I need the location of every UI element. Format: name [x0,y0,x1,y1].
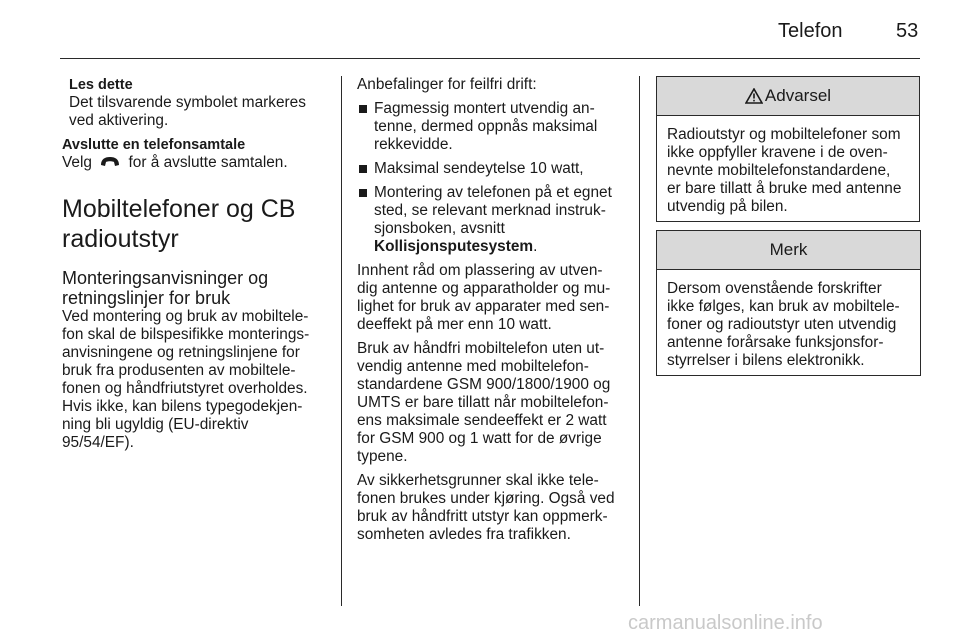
warning-line: er bare tillatt å bruke med antenne [667,180,902,197]
phone-hangup-icon [100,156,120,168]
watermark: carmanualsonline.info [628,612,823,634]
list-item-line [374,238,625,256]
column-divider-2 [639,76,640,606]
end-call-before: Velg [62,154,92,171]
paragraph-line: fonen brukes under kjøring. Også ved [357,490,615,507]
column-3 [656,76,920,222]
section-heading-line: radioutstyr [62,225,179,253]
subsection-heading-line: retningslinjer for bruk [62,288,231,308]
page-header [0,0,960,60]
warning-line: utvendig på bilen. [667,198,788,215]
paragraph [357,472,625,544]
list-item-line: Maksimal sendeytelse 10 watt, [374,160,584,177]
paragraph-line: standardene GSM 900/1800/1900 og [357,376,611,393]
paragraph-line: lighet for bruk av apparater med sen- [357,298,610,315]
warning-title: Advarsel [764,86,832,105]
list-item [357,100,625,154]
cross-reference: Kollisjonsputesystem [374,238,534,255]
warning-line: nevnte mobiltelefonstandardene, [667,162,891,179]
paragraph-line: Ved montering og bruk av mobiltele- [62,308,309,325]
list-item-line: Fagmessig montert utvendig an- [374,100,595,117]
list-item-line: rekkevidde. [374,136,453,153]
recommendations-intro: Anbefalinger for feilfri drift: [357,76,537,93]
list-item [357,160,625,178]
paragraph-line: fon skal de bilspesifikke monterings- [62,326,310,343]
paragraph-line: vendig antenne med mobiltelefon- [357,358,589,375]
paragraph-line: bruk fra produsenten av mobiltele- [62,362,296,379]
paragraph-line: Innhent råd om plassering av utven- [357,262,603,279]
warning-triangle-icon [745,88,763,104]
note-line: Det tilsvarende symbolet markeres [69,94,306,111]
note-box-line: ikke følges, kan bruk av mobiltele- [667,298,900,315]
warning-header [657,77,919,116]
note-line: ved aktivering. [69,112,169,129]
section-heading-line: Mobiltelefoner og CB [62,195,296,223]
warning-body [657,116,919,225]
paragraph-line: anvisningene og retningslinjene for [62,344,300,361]
warning-line: Radioutstyr og mobiltelefoner som [667,126,901,143]
paragraph-line: somheten avledes fra trafikken. [357,526,571,543]
list-item [357,184,625,256]
bullet-square-icon [359,165,367,173]
list-item-end: . [533,238,538,255]
paragraph-line: fonen og håndfriutstyret overholdes. [62,380,308,397]
paragraph-line: for GSM 900 og 1 watt for de øvrige [357,430,602,447]
paragraph-line: typene. [357,448,408,465]
list-item-line: sjonsboken, avsnitt [374,220,505,237]
paragraph-line: ning bli ugyldig (EU-direktiv [62,416,249,433]
note-title: Les dette [69,77,133,93]
note-box-title: Merk [769,240,808,259]
subsection-heading [62,268,330,308]
section-heading [62,194,330,254]
column-divider-1 [341,76,342,606]
list-item-line: sted, se relevant merknad instruk- [374,202,606,219]
paragraph-line: Av sikkerhetsgrunner skal ikke tele- [357,472,599,489]
column-2 [357,76,625,550]
note-box [656,230,921,376]
note-box-line: styrrelser i bilens elektronikk. [667,352,865,369]
end-call-after: for å avslutte samtalen. [128,154,288,171]
paragraph-line: ens maksimale sendeeffekt er 2 watt [357,412,607,429]
header-divider [60,58,920,59]
paragraph-line: bruk av håndfritt utstyr kan oppmerk- [357,508,608,525]
note-box-header [657,231,920,270]
note-block [62,76,330,130]
paragraph [357,340,625,466]
paragraph-line: Hvis ikke, kan bilens typegodekjen- [62,398,303,415]
list-item-line: tenne, dermed oppnås maksimal [374,118,598,135]
column-1 [62,76,330,458]
note-box-line: Dersom ovenstående forskrifter [667,280,882,297]
paragraph-line: dig antenne og apparatholder og mu- [357,280,611,297]
warning-line: ikke oppfyller kravene i de oven- [667,144,888,161]
page-number: 53 [896,20,919,42]
paragraph-line: UMTS er bare tillatt når mobiltelefon- [357,394,609,411]
bullet-square-icon [359,189,367,197]
paragraph-line: 95/54/EF). [62,434,134,451]
note-box-line: antenne forårsake funksjonsfor- [667,334,884,351]
end-call-title: Avslutte en telefonsamtale [62,137,246,153]
note-box-line: foner og radioutstyr uten utvendig [667,316,897,333]
installation-paragraph [62,308,330,452]
chapter-title: Telefon [778,20,843,42]
paragraph-line: Bruk av håndfri mobiltelefon uten ut- [357,340,605,357]
end-call-instruction [62,154,330,172]
paragraph [357,262,625,334]
subsection-heading-line: Monteringsanvisninger og [62,268,269,288]
paragraph-line: deeffekt på mer enn 10 watt. [357,316,552,333]
list-item-line: Montering av telefonen på et egnet [374,184,612,201]
note-box-body [657,270,920,379]
warning-box [656,76,920,222]
bullet-square-icon [359,105,367,113]
